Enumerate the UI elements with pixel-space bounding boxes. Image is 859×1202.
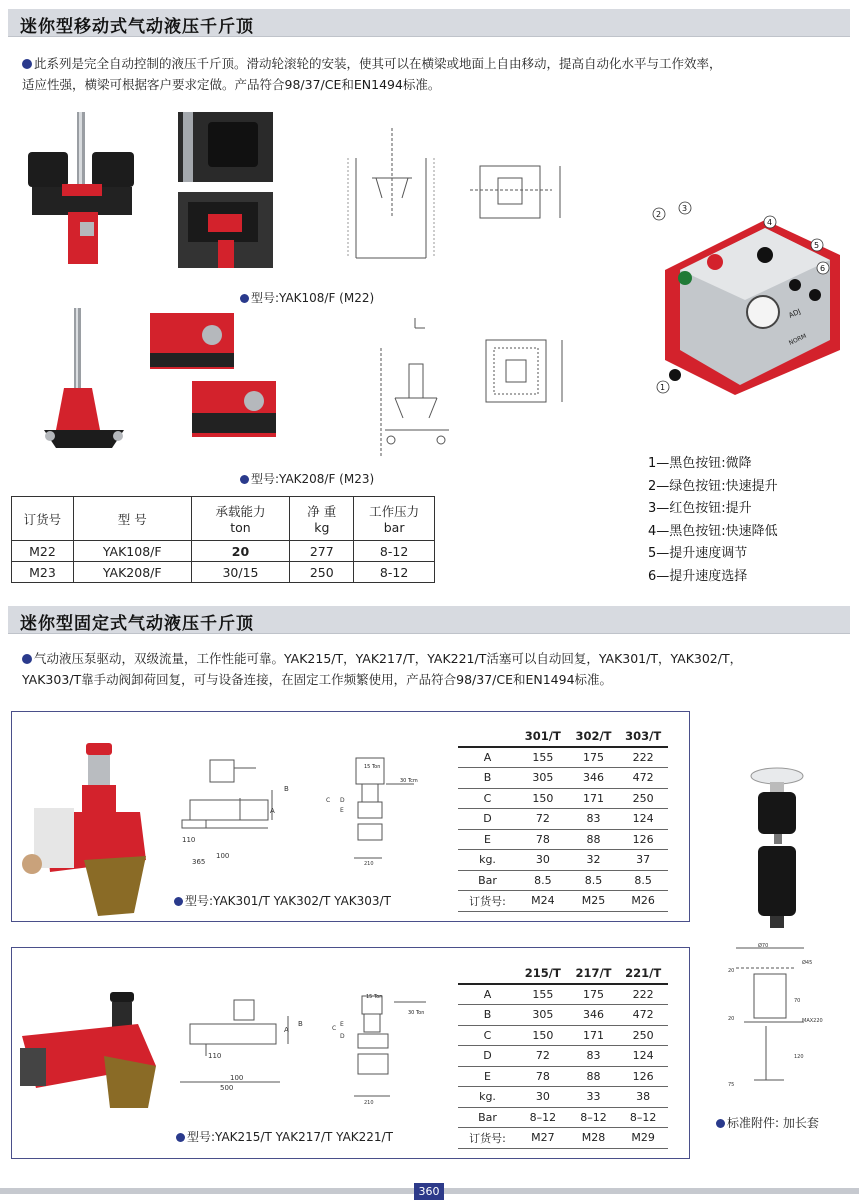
- trolley-closeup-photos: [150, 313, 280, 439]
- table-row: Bar 8.5 8.5 8.5: [458, 870, 668, 891]
- table-row: 订货号: M27 M28 M29: [458, 1128, 668, 1149]
- jack-yak301-photo: [14, 738, 154, 916]
- table-row: Bar 8–12 8–12 8–12: [458, 1107, 668, 1128]
- extension-sleeve-drawing: [724, 940, 836, 1098]
- table-row: B 305 346 472: [458, 768, 668, 789]
- model-caption-yak108: 型号:YAK108/F (M22): [240, 289, 374, 306]
- dim-label: D: [340, 1033, 345, 1040]
- technical-drawing-trolley-side: [345, 318, 457, 464]
- section-title: 迷你型固定式气动液压千斤顶: [20, 614, 254, 634]
- cell-order-no: M22: [12, 541, 74, 562]
- dim-label: MAX220: [802, 1018, 823, 1024]
- th-capacity: 承载能力 ton: [191, 497, 290, 541]
- control-panel-photo: [645, 200, 850, 400]
- table-row: 订货号: M24 M25 M26: [458, 891, 668, 912]
- dim-label: 20: [728, 1016, 735, 1022]
- dim-label: 110: [208, 1052, 222, 1060]
- dim-label: 15 Ton: [364, 764, 381, 770]
- page-number: 360: [414, 1183, 444, 1200]
- legend-item: 5—提升速度调节: [648, 546, 748, 561]
- bullet-icon: [240, 294, 249, 303]
- cell-pressure: 8-12: [354, 541, 435, 562]
- section-title: 迷你型移动式气动液压千斤顶: [20, 17, 254, 37]
- cell-order-no: M23: [12, 562, 74, 583]
- table-row: C 150 171 250: [458, 788, 668, 809]
- dim-label: B: [284, 785, 289, 793]
- dim-label: 30 Ton: [408, 1010, 425, 1016]
- th-pressure: 工作压力 bar: [354, 497, 435, 541]
- dim-label: 100: [230, 1074, 244, 1082]
- table-row: [12, 562, 435, 583]
- dim-label: Ø45: [802, 960, 813, 966]
- cell-capacity: 30/15: [191, 562, 290, 583]
- model-caption-yak208: 型号:YAK208/F (M23): [240, 470, 374, 487]
- section-header-mobile-jacks: [8, 9, 850, 37]
- cell-pressure: 8-12: [354, 562, 435, 583]
- dim-label: 365: [192, 858, 206, 866]
- technical-drawing-top: [470, 160, 582, 226]
- dim-label: 30 Tcm: [400, 778, 418, 784]
- extension-sleeve-photo: [746, 764, 808, 936]
- jack-yak215-photo: [14, 990, 164, 1150]
- dim-label: B: [298, 1020, 303, 1028]
- technical-drawing-trolley-top: [480, 336, 570, 414]
- dim-label: 100: [216, 852, 230, 860]
- th-model: 型 号: [73, 497, 191, 541]
- th-weight: 净 重 kg: [290, 497, 354, 541]
- callout-2: 2: [656, 210, 662, 219]
- dim-label: D: [340, 797, 345, 804]
- dim-label: 500: [220, 1084, 234, 1092]
- table-row: A 155 175 222: [458, 747, 668, 768]
- section-header-fixed-jacks: [8, 606, 850, 634]
- accessory-caption: 标准附件: 加长套: [716, 1114, 819, 1131]
- spec-table: [11, 496, 435, 583]
- dim-table-header-row: [458, 729, 668, 747]
- technical-drawing-yak215-side: [176, 996, 306, 1096]
- cell-weight: 250: [290, 562, 354, 583]
- spec-table-header-row: [12, 497, 435, 541]
- dim-label: 110: [182, 836, 196, 844]
- callout-5: 5: [814, 241, 820, 250]
- dim-label: 70: [794, 998, 801, 1004]
- dim-label: 75: [728, 1082, 735, 1088]
- table-row: D 72 83 124: [458, 1046, 668, 1067]
- dim-label: 210: [364, 1100, 374, 1106]
- norm-label: NORM: [787, 332, 808, 347]
- dim-label: A: [284, 1026, 289, 1034]
- dim-label: 20: [728, 968, 735, 974]
- jack-yak208-photo: [38, 308, 130, 456]
- table-row: kg. 30 33 38: [458, 1087, 668, 1108]
- technical-drawing-yak215-front: [318, 990, 434, 1106]
- callout-4: 4: [767, 218, 773, 227]
- table-row: [12, 541, 435, 562]
- section-intro: [22, 53, 852, 95]
- cell-model: YAK108/F: [73, 541, 191, 562]
- legend-item: 6—提升速度选择: [648, 568, 748, 584]
- model-caption-yak30x: 型号:YAK301/T YAK302/T YAK303/T: [174, 892, 391, 909]
- dim-table-header-row: [458, 966, 668, 984]
- dimension-table-yak2xx: [458, 966, 668, 1149]
- bullet-icon: [176, 1133, 185, 1142]
- technical-drawing-yak301-front: [320, 754, 430, 866]
- dimension-table-yak30x: [458, 729, 668, 912]
- th-order-no: 订货号: [12, 497, 74, 541]
- dim-label: A: [270, 807, 275, 815]
- cell-capacity: 20: [191, 541, 290, 562]
- bullet-icon: [174, 897, 183, 906]
- table-row: D 72 83 124: [458, 809, 668, 830]
- bullet-icon: [716, 1119, 725, 1128]
- dim-label: Ø70: [758, 943, 769, 949]
- column-header: 301/T: [524, 729, 561, 743]
- jack-closeup-photos: [178, 112, 273, 268]
- dim-label: 15 Ton: [366, 994, 383, 1000]
- bullet-icon: [22, 654, 32, 664]
- legend-item: 1—黑色按钮:微降: [648, 456, 752, 471]
- callout-1: 1: [660, 383, 666, 392]
- section-intro: 气动液压泵驱动，双级流量，工作性能可靠。YAK215/T，YAK217/T，YAK221/T活塞可以自动回复，YAK301/T，YAK302/T， YAK303/T靠手动阀卸荷回复，可与设备连接，在固定工作频繁使用，产品符合98/37/CE和EN1494标准。: [22, 651, 743, 687]
- table-row: C 150 171 250: [458, 1025, 668, 1046]
- legend-item: 3—红色按钮:提升: [648, 501, 752, 516]
- column-header: 217/T: [575, 966, 612, 980]
- table-row: E 78 88 126: [458, 829, 668, 850]
- legend-item: 4—黑色按钮:快速降低: [648, 523, 778, 539]
- callout-6: 6: [820, 264, 826, 273]
- dim-label: C: [332, 1025, 337, 1032]
- table-row: E 78 88 126: [458, 1066, 668, 1087]
- dim-label: 120: [794, 1054, 804, 1060]
- bullet-icon: [240, 475, 249, 484]
- dim-label: C: [326, 797, 331, 804]
- callout-3: 3: [682, 204, 688, 213]
- column-header: 221/T: [625, 966, 662, 980]
- intro-text: 此系列是完全自动控制的液压千斤顶。滑动轮滚轮的安装，使其可以在横梁或地面上自由移动，提高自动化水平与工作效率，: [34, 56, 722, 71]
- technical-drawing-side: [342, 118, 440, 264]
- column-header: 302/T: [575, 729, 612, 743]
- table-row: kg. 30 32 37: [458, 850, 668, 871]
- jack-yak108-photo: [22, 112, 150, 272]
- dim-label: 210: [364, 861, 374, 866]
- dim-label: E: [340, 807, 344, 814]
- control-legend: [648, 453, 778, 588]
- table-row: B 305 346 472: [458, 1005, 668, 1026]
- technical-drawing-yak301-side: [176, 754, 306, 874]
- column-header: 303/T: [625, 729, 662, 743]
- model-caption-yak2xx: 型号:YAK215/T YAK217/T YAK221/T: [176, 1128, 393, 1145]
- adj-label: ADJ: [787, 307, 802, 320]
- cell-weight: 277: [290, 541, 354, 562]
- cell-model: YAK208/F: [73, 562, 191, 583]
- legend-item: 2—绿色按钮:快速提升: [648, 478, 778, 494]
- dim-label: E: [340, 1021, 344, 1028]
- column-header: 215/T: [524, 966, 561, 980]
- bullet-icon: [22, 59, 32, 69]
- intro-text: 适应性强，横梁可根据客户要求定做。产品符合98/37/CE和EN1494标准。: [22, 77, 441, 92]
- table-row: A 155 175 222: [458, 984, 668, 1005]
